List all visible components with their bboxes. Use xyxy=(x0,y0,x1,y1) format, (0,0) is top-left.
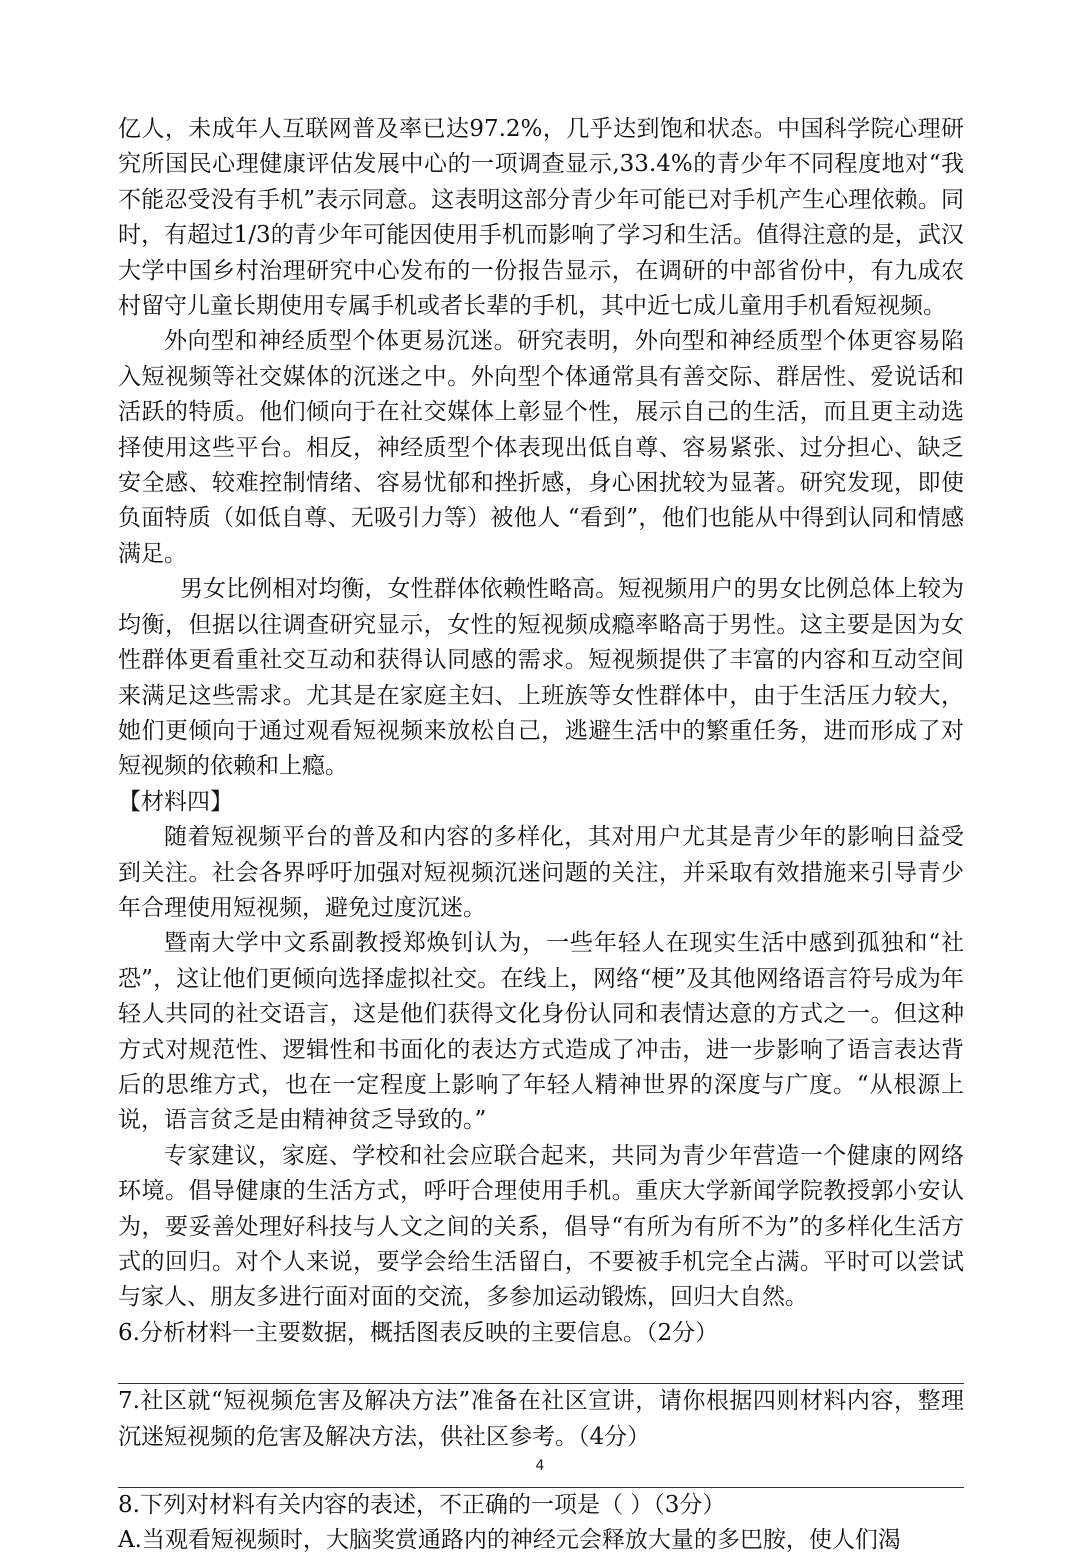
question-8-option-a: A.当观看短视频时，大脑奖赏通路内的神经元会释放大量的多巴胺，使人们渴 xyxy=(118,1527,901,1554)
paragraph-zheng-huanzhao: 暨南大学中文系副教授郑焕钊认为，一些年轻人在现实生活中感到孤独和“社恐”，这让他们更倾向选择虚拟社交。在线上，网络“梗”及其他网络语言符号成为年轻人共同的社交语言，这是他们获得文化身份认同和表情达意的方式之一。但这种方式对规范性、逻辑性和书面化的表达方式造成了冲击，进一步影响了语言表达背后的思维方式，也在一定程度上影响了年轻人精神世界的深度与广度。“从根源上说，语言贫乏是由精神贫乏导致的。” xyxy=(118,930,964,1134)
paragraph-material-four-intro: 随着短视频平台的普及和内容的多样化，其对用户尤其是青少年的影响日益受到关注。社会各界呼吁加强对短视频沉迷问题的关注，并采取有效措施来引导青少年合理使用短视频，避免过度沉迷。 xyxy=(118,824,964,921)
question-7: 7.社区就“短视频危害及解决方法”准备在社区宣讲，请你根据四则材料内容，整理沉迷短视频的危害及解决方法，供社区参考。（4分） xyxy=(118,1388,964,1450)
page-content xyxy=(118,112,964,1559)
answer-space-q6 xyxy=(118,1351,964,1383)
page-number: 4 xyxy=(535,1458,545,1474)
question-6: 6.分析材料一主要数据，概括图表反映的主要信息。（2分） xyxy=(118,1319,719,1346)
paragraph-expert-advice: 专家建议，家庭、学校和社会应联合起来，共同为青少年营造一个健康的网络环境。倡导健康的生活方式，呼吁合理使用手机。重庆大学新闻学院教授郭小安认为，要妥善处理好科技与人文之间的关系，倡导“有所为有所不为”的多样化生活方式的回归。对个人来说，要学会给生活留白，不要被手机完全占满。平时可以尝试与家人、朋友多进行面对面的交流，多参加运动锻炼，回归大自然。 xyxy=(118,1142,964,1311)
paragraph-personality-types: 外向型和神经质型个体更易沉迷。研究表明，外向型和神经质型个体更容易陷入短视频等社交媒体的沉迷之中。外向型个体通常具有善交际、群居性、爱说话和活跃的特质。他们倾向于在社交媒体上彰显个性，展示自己的生活，而且更主动选择使用这些平台。相反，神经质型个体表现出低自尊、容易紧张、过分担心、缺乏安全感、较难控制情绪、容易忧郁和挫折感，身心困扰较为显著。研究发现，即使负面特质（如低自尊、无吸引力等）被他人 “看到”，他们也能从中得到认同和情感满足。 xyxy=(118,328,964,567)
paragraph-continued-statistics: 亿人，未成年人互联网普及率已达97.2%，几乎达到饱和状态。中国科学院心理研究所国民心理健康评估发展中心的一项调查显示,33.4%的青少年不同程度地对“我不能忍受没有手机”表示同意。这表明这部分青少年可能已对手机产生心理依赖。同时，有超过1/3的青少年可能因使用手机而影响了学习和生活。值得注意的是，武汉大学中国乡村治理研究中心发布的一份报告显示，在调研的中部省份中，有九成农村留守儿童长期使用专属手机或者长辈的手机，其中近七成儿童用手机看短视频。 xyxy=(118,116,964,320)
question-8: 8.下列对材料有关内容的表述，不正确的一项是（ ）（3分） xyxy=(118,1492,726,1519)
paragraph-gender-ratio: 男女比例相对均衡，女性群体依赖性略高。短视频用户的男女比例总体上较为均衡，但据以往调查研究显示，女性的短视频成瘾率略高于男性。这主要是因为女性群体更看重社交互动和获得认同感的需求。短视频提供了丰富的内容和互动空间来满足这些需求。尤其是在家庭主妇、上班族等女性群体中，由于生活压力较大，她们更倾向于通过观看短视频来放松自己，逃避生活中的繁重任务，进而形成了对短视频的依赖和上瘾。 xyxy=(118,576,964,780)
material-four-heading: 【材料四】 xyxy=(118,788,233,815)
